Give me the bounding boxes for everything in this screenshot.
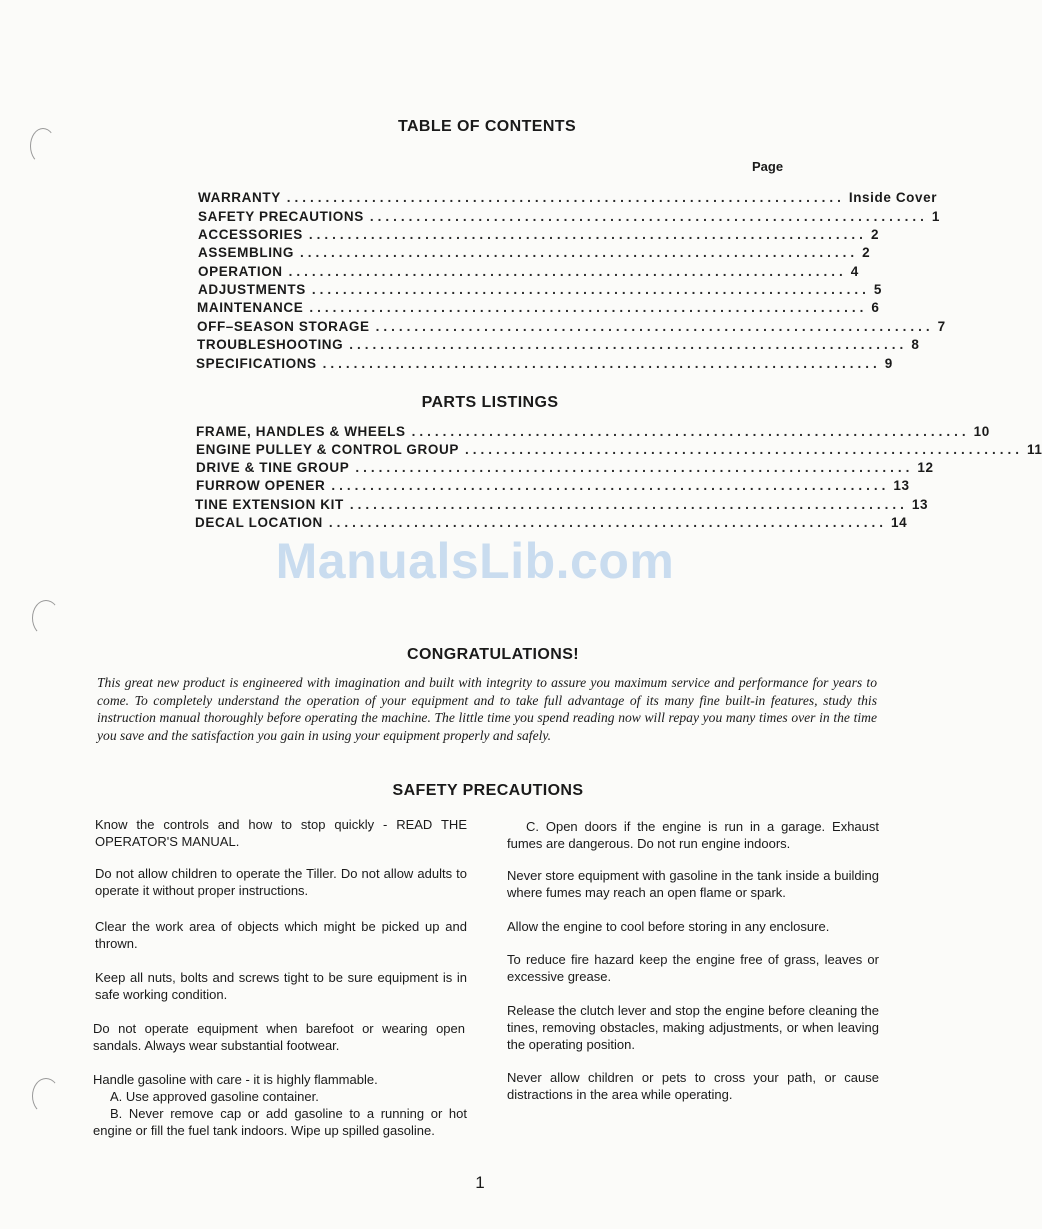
scan-mark xyxy=(32,600,60,636)
parts-title: PARTS LISTINGS xyxy=(421,394,559,411)
scan-mark xyxy=(32,1078,60,1114)
safety-item: Do not allow children to operate the Tiller. Do not allow adults to operate it without proper instructions. xyxy=(95,866,467,898)
toc-item[interactable]: ADJUSTMENTS ........................................................................ 5 xyxy=(198,282,883,297)
safety-subitem: C. Open doors if the engine is run in a garage. Exhaust fumes are dangerous. Do not run engine indoors. xyxy=(507,819,879,851)
toc-page-header: Page xyxy=(752,159,784,174)
congrats-title: CONGRATULATIONS! xyxy=(406,646,579,663)
toc-item[interactable]: SAFETY PRECAUTIONS ........................................................................ 1 xyxy=(198,209,940,224)
safety-item: Handle gasoline with care - it is highly flammable. xyxy=(93,1072,378,1087)
toc-item[interactable]: WARRANTY ........................................................................ Inside Cover xyxy=(198,190,938,205)
safety-subitem: A. Use approved gasoline container. xyxy=(110,1089,319,1104)
parts-item[interactable]: DECAL LOCATION ........................................................................ 14 xyxy=(195,515,908,530)
watermark: ManualsLib.com xyxy=(275,533,675,589)
parts-item[interactable]: FURROW OPENER ........................................................................ 13 xyxy=(196,478,910,493)
safety-item: Do not operate equipment when barefoot or wearing open sandals. Always wear substantial footwear. xyxy=(93,1021,465,1053)
parts-item[interactable]: ENGINE PULLEY & CONTROL GROUP ........................................................................ 11 xyxy=(196,442,1042,457)
parts-item[interactable]: DRIVE & TINE GROUP ........................................................................ 12 xyxy=(196,460,934,475)
toc-item[interactable]: ACCESSORIES ........................................................................ 2 xyxy=(198,227,880,242)
toc-item[interactable]: TROUBLESHOOTING ........................................................................ 8 xyxy=(197,337,920,352)
page-number: 1 xyxy=(475,1173,485,1192)
parts-item[interactable]: TINE EXTENSION KIT ........................................................................ 13 xyxy=(195,497,929,512)
safety-item: Allow the engine to cool before storing in any enclosure. xyxy=(507,919,830,934)
safety-item: Keep all nuts, bolts and screws tight to be sure equipment is in safe working condition. xyxy=(95,970,467,1002)
safety-left-column xyxy=(95,816,467,1161)
safety-title: SAFETY PRECAUTIONS xyxy=(392,782,584,799)
safety-right-column xyxy=(507,818,879,1118)
safety-item: To reduce fire hazard keep the engine free of grass, leaves or excessive grease. xyxy=(507,952,879,984)
safety-item: Clear the work area of objects which might be picked up and thrown. xyxy=(95,919,467,951)
toc-title: TABLE OF CONTENTS xyxy=(397,118,577,135)
toc-item[interactable]: OFF–SEASON STORAGE ........................................................................ 7 xyxy=(197,319,946,334)
safety-item: Release the clutch lever and stop the engine before cleaning the tines, removing obstacles, making adjustments, or when leaving the operating position. xyxy=(507,1003,879,1052)
safety-item: Know the controls and how to stop quickly - READ THE OPERATOR'S MANUAL. xyxy=(95,817,467,849)
safety-item: Never store equipment with gasoline in the tank inside a building where fumes may reach an open flame or spark. xyxy=(507,868,879,900)
safety-subitem: B. Never remove cap or add gasoline to a running or hot engine or fill the fuel tank indoors. Wipe up spilled gasoline. xyxy=(93,1106,467,1138)
toc-item[interactable]: ASSEMBLING ........................................................................ 2 xyxy=(198,245,871,260)
scan-mark xyxy=(30,128,56,164)
parts-item[interactable]: FRAME, HANDLES & WHEELS ........................................................................ 10 xyxy=(196,424,990,439)
congrats-text: This great new product is engineered with imagination and built with integrity to assure you maximum service and performance for years to come. To completely understand the operation of your equipment and to take full advantage of its many fine built-in features, study this instruction manual thoroughly before operating the machine. The little time you spend reading now will repay you many times over in the time you save and the satisfaction you gain in using your equipment properly and safely. xyxy=(97,675,877,743)
toc-item[interactable]: OPERATION ........................................................................ 4 xyxy=(198,264,859,279)
toc-item[interactable]: MAINTENANCE ........................................................................ 6 xyxy=(197,300,880,315)
toc-item[interactable]: SPECIFICATIONS ........................................................................ 9 xyxy=(196,356,893,371)
safety-item: Never allow children or pets to cross your path, or cause distractions in the area while operating. xyxy=(507,1070,879,1102)
